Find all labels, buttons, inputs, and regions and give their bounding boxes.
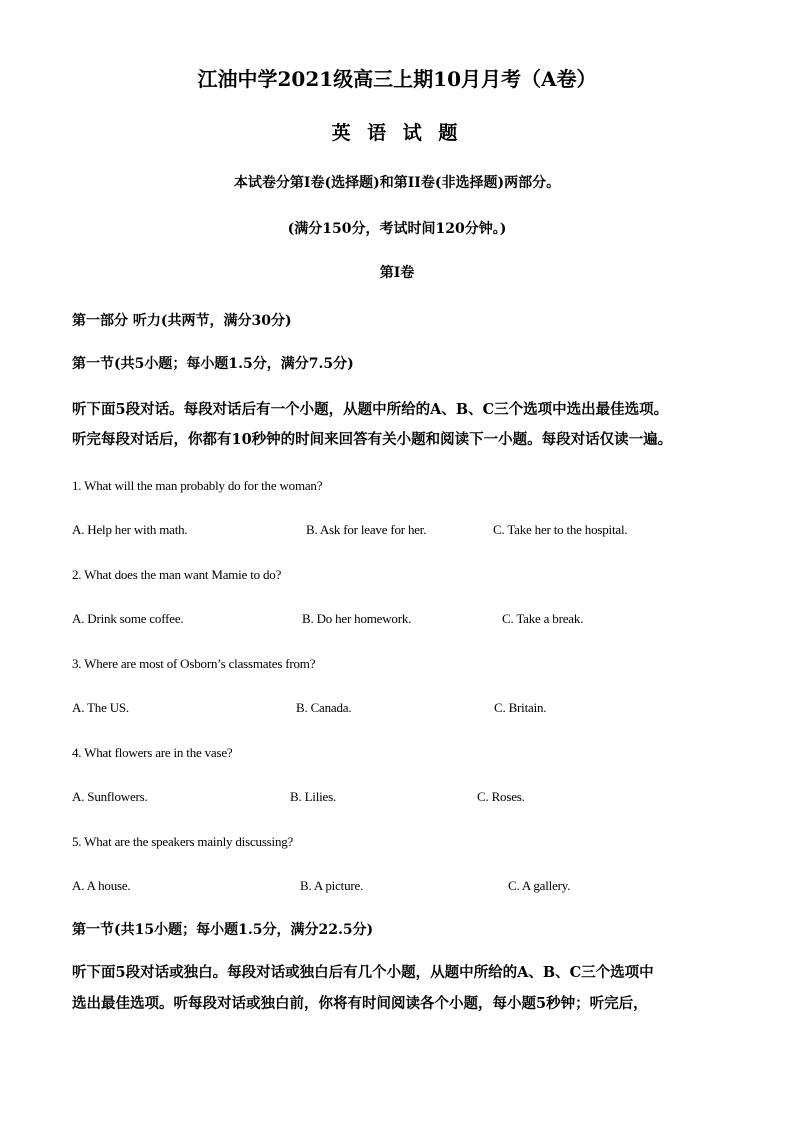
volume-label: 第I卷 <box>379 265 415 281</box>
question-3-option-b: B. Canada. <box>296 700 352 715</box>
exam-intro: 本试卷分第I卷(选择题)和第II卷(非选择题)两部分。 <box>233 175 561 191</box>
question-2-option-b: B. Do her homework. <box>302 611 412 626</box>
part1-heading: 第一部分 听力(共两节，满分30分) <box>72 313 292 329</box>
question-2-stem: 2. What does the man want Mamie to do? <box>72 567 282 582</box>
question-3-option-c: C. Britain. <box>494 700 547 715</box>
question-3-option-a: A. The US. <box>72 700 129 715</box>
question-4-option-a: A. Sunflowers. <box>72 789 148 804</box>
section2-heading: 第一节(共15小题；每小题1.5分，满分22.5分) <box>72 922 374 938</box>
question-5-option-a: A. A house. <box>72 878 131 893</box>
section1-instructions-line-2: 听完每段对话后，你都有10秒钟的时间来回答有关小题和阅读下一小题。每段对话仅读一遍。 <box>72 431 673 448</box>
question-1-option-c: C. Take her to the hospital. <box>493 522 628 537</box>
question-5-stem: 5. What are the speakers mainly discussing? <box>72 834 294 849</box>
section1-heading: 第一节(共5小题；每小题1.5分，满分7.5分) <box>72 356 354 372</box>
question-3-stem: 3. Where are most of Osborn’s classmates from? <box>72 656 316 671</box>
question-1-option-b: B. Ask for leave for her. <box>306 522 427 537</box>
question-4-option-b: B. Lilies. <box>290 789 337 804</box>
subject-title: 英 语 试 题 <box>331 122 463 144</box>
exam-title: 江油中学2021级高三上期10月月考（A卷） <box>197 67 597 91</box>
question-2-option-c: C. Take a break. <box>502 611 584 626</box>
question-2-option-a: A. Drink some coffee. <box>72 611 184 626</box>
section2-instructions-line-2: 选出最佳选项。听每段对话或独白前，你将有时间阅读各个小题，每小题5秒钟；听完后， <box>72 995 648 1012</box>
question-5-option-b: B. A picture. <box>300 878 364 893</box>
section1-instructions-line-1: 听下面5段对话。每段对话后有一个小题，从题中所给的A、B、C三个选项中选出最佳选项。 <box>72 401 669 418</box>
exam-timing: (满分150分，考试时间120分钟。) <box>287 221 507 237</box>
question-1-option-a: A. Help her with math. <box>72 522 188 537</box>
question-4-stem: 4. What flowers are in the vase? <box>72 745 233 760</box>
question-5-option-c: C. A gallery. <box>508 878 571 893</box>
question-1-stem: 1. What will the man probably do for the woman? <box>72 478 323 493</box>
section2-instructions-line-1: 听下面5段对话或独白。每段对话或独白后有几个小题，从题中所给的A、B、C三个选项中 <box>72 964 654 981</box>
question-4-option-c: C. Roses. <box>477 789 525 804</box>
